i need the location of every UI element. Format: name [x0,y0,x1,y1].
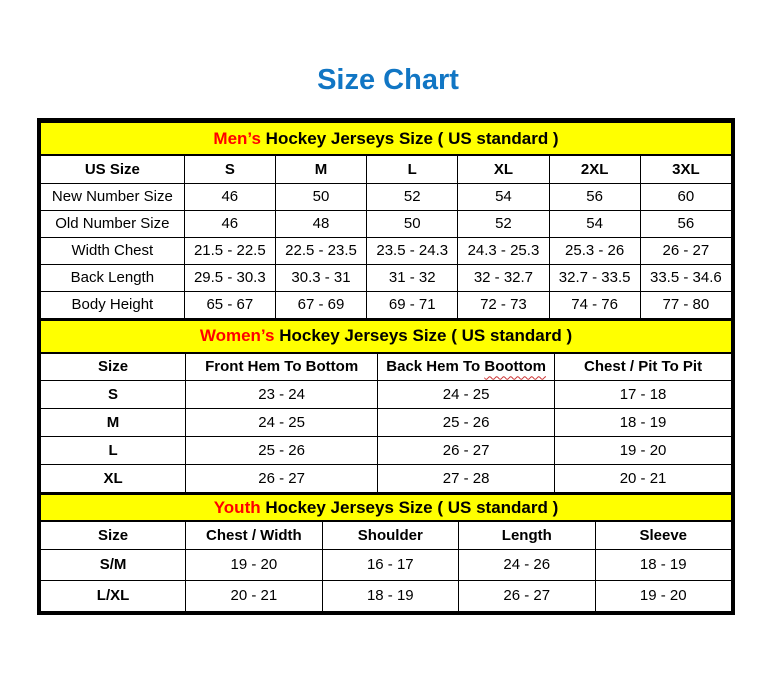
cell-value: 23 - 24 [186,381,378,409]
cell-value: 26 - 27 [459,580,595,611]
cell-value: 46 [184,210,275,237]
cell-value: 30.3 - 31 [275,264,366,291]
row-label: S/M [41,549,186,580]
cell-value: 24 - 25 [378,381,555,409]
column-header: 3XL [640,155,731,183]
row-label: Back Length [41,264,185,291]
column-header: Sleeve [595,521,731,549]
cell-value: 22.5 - 23.5 [275,237,366,264]
row-label: M [41,409,186,437]
column-header: Size [41,521,186,549]
column-header: Chest / Width [186,521,322,549]
section-header-text: Hockey Jerseys Size ( US standard ) [274,326,573,345]
section-band [41,122,732,155]
cell-value: 16 - 17 [322,549,458,580]
cell-value: 19 - 20 [186,549,322,580]
cell-value: 26 - 27 [378,437,555,465]
cell-value: 24.3 - 25.3 [458,237,549,264]
cell-value: 32.7 - 33.5 [549,264,640,291]
row-label: Old Number Size [41,210,185,237]
misspelled-word: Boottom [484,358,547,376]
cell-value: 29.5 - 30.3 [184,264,275,291]
table-row [41,210,732,237]
cell-value: 72 - 73 [458,291,549,318]
cell-value: 48 [275,210,366,237]
section-band [41,494,732,521]
table-row [41,465,732,493]
table-row [41,437,732,465]
womens-section-header [41,320,732,353]
cell-value: 27 - 28 [378,465,555,493]
cell-value: 56 [640,210,731,237]
mens-size-table [40,121,732,319]
cell-value: 52 [458,210,549,237]
column-header: XL [458,155,549,183]
column-header: Shoulder [322,521,458,549]
cell-value: 56 [549,183,640,210]
table-row [41,237,732,264]
cell-value: 65 - 67 [184,291,275,318]
table-row [41,381,732,409]
cell-value: 18 - 19 [322,580,458,611]
cell-value: 25.3 - 26 [549,237,640,264]
row-label: Body Height [41,291,185,318]
column-header-row [41,353,732,381]
row-label: XL [41,465,186,493]
mens-section-header [41,122,732,155]
cell-value: 77 - 80 [640,291,731,318]
table-row [41,264,732,291]
cell-value: 17 - 18 [555,381,732,409]
section-header-text: Hockey Jerseys Size ( US standard ) [260,128,559,148]
cell-value: 54 [458,183,549,210]
column-header: Chest / Pit To Pit [555,353,732,381]
section-header-accent: Youth [213,497,261,517]
row-label: L/XL [41,580,186,611]
column-header: 2XL [549,155,640,183]
column-header: Size [41,353,186,381]
table-row [41,409,732,437]
cell-value: 25 - 26 [186,437,378,465]
size-chart-table-group [37,118,735,615]
cell-value: 26 - 27 [640,237,731,264]
cell-value: 24 - 25 [186,409,378,437]
section-header-accent: Men’s [213,128,261,148]
column-header: L [367,155,458,183]
youth-size-table [40,493,732,612]
column-header: S [184,155,275,183]
row-label: L [41,437,186,465]
column-header: Length [459,521,595,549]
table-row [41,291,732,318]
section-header-text: Hockey Jerseys Size ( US standard ) [260,497,559,517]
table-row [41,580,732,611]
column-header: M [275,155,366,183]
cell-value: 31 - 32 [367,264,458,291]
column-header-row [41,155,732,183]
row-label: Width Chest [41,237,185,264]
cell-value: 20 - 21 [186,580,322,611]
column-header: Back Hem To Boottom [378,353,555,381]
cell-value: 74 - 76 [549,291,640,318]
page-title: Size Chart [317,64,459,96]
cell-value: 19 - 20 [555,437,732,465]
cell-value: 32 - 32.7 [458,264,549,291]
cell-value: 54 [549,210,640,237]
cell-value: 18 - 19 [595,549,731,580]
column-header: Front Hem To Bottom [186,353,378,381]
column-header-row [41,521,732,549]
cell-value: 46 [184,183,275,210]
cell-value: 25 - 26 [378,409,555,437]
section-band [41,320,732,353]
cell-value: 26 - 27 [186,465,378,493]
cell-value: 50 [367,210,458,237]
cell-value: 19 - 20 [595,580,731,611]
table-row [41,183,732,210]
cell-value: 67 - 69 [275,291,366,318]
cell-value: 50 [275,183,366,210]
section-header-accent: Women’s [199,326,275,345]
cell-value: 23.5 - 24.3 [367,237,458,264]
youth-section-header [41,494,732,521]
row-label: S [41,381,186,409]
cell-value: 33.5 - 34.6 [640,264,731,291]
table-row [41,549,732,580]
womens-size-table [40,319,732,494]
cell-value: 18 - 19 [555,409,732,437]
cell-value: 24 - 26 [459,549,595,580]
cell-value: 60 [640,183,731,210]
cell-value: 69 - 71 [367,291,458,318]
cell-value: 20 - 21 [555,465,732,493]
cell-value: 52 [367,183,458,210]
column-header: US Size [41,155,185,183]
cell-value: 21.5 - 22.5 [184,237,275,264]
row-label: New Number Size [41,183,185,210]
